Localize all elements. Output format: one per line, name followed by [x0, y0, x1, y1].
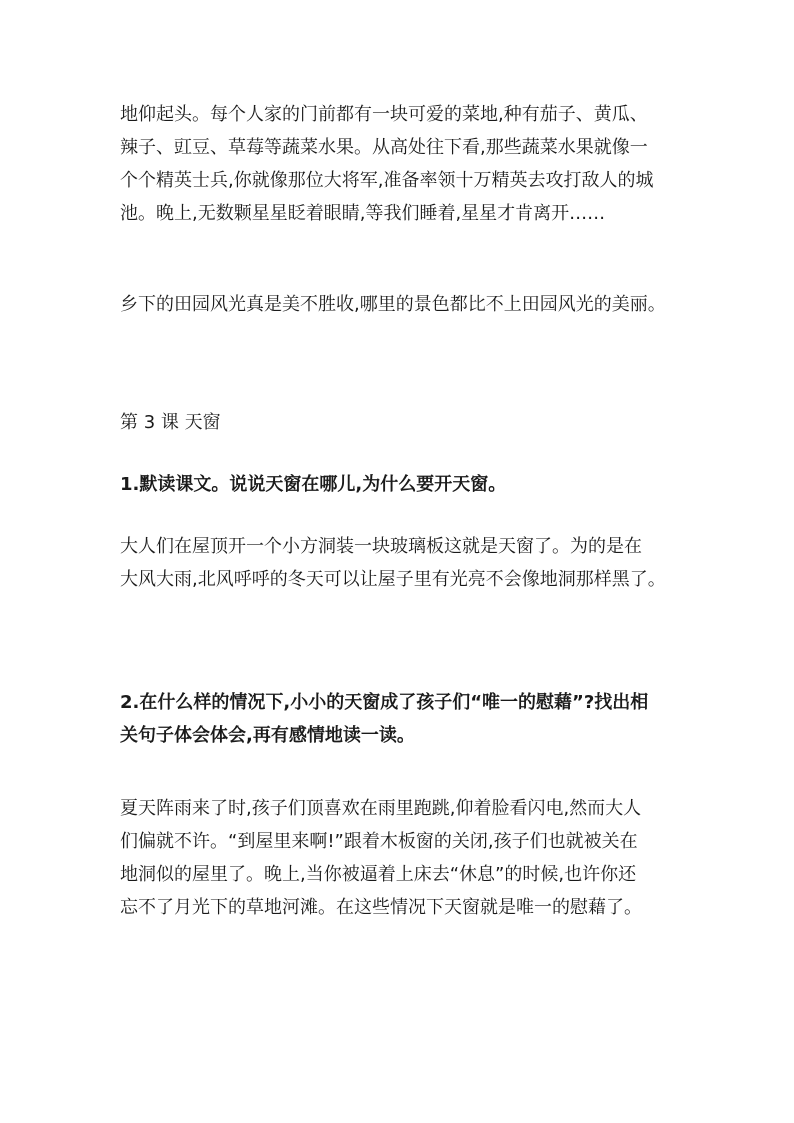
answer-line: 地洞似的屋里了。晚上,当你被逼着上床去“休息”的时候,也许你还	[120, 864, 637, 885]
question-1	[120, 468, 680, 501]
answer-line: 们偏就不许。“到屋里来啊!”跟着木板窗的关闭,孩子们也就被关在	[120, 831, 638, 852]
text-line: 辣子、豇豆、草莓等蔬菜水果。从高处往下看,那些蔬菜水果就像一	[120, 137, 648, 158]
question-2	[120, 686, 680, 752]
answer-1	[120, 530, 680, 596]
lesson-title-text: 第 3 课 天窗	[120, 412, 221, 433]
question-line: 关句子体会体会,再有感情地读一读。	[120, 725, 415, 746]
answer-line: 夏天阵雨来了时,孩子们顶喜欢在雨里跑跳,仰着脸看闪电,然而大人	[120, 798, 642, 819]
question-line: 2.在什么样的情况下,小小的天窗成了孩子们“唯一的慰藉”?找出相	[120, 692, 649, 713]
text-line: 池。晚上,无数颗星星眨着眼睛,等我们睡着,星星才肯离开……	[120, 203, 606, 224]
conclusion-paragraph	[120, 288, 680, 321]
answer-line: 忘不了月光下的草地河滩。在这些情况下天窗就是唯一的慰藉了。	[120, 897, 642, 918]
text-line: 个个精英士兵,你就像那位大将军,准备率领十万精英去攻打敌人的城	[120, 170, 654, 191]
text-line: 地仰起头。每个人家的门前都有一块可爱的菜地,种有茄子、黄瓜、	[120, 104, 648, 125]
answer-line: 大风大雨,北风呼呼的冬天可以让屋子里有光亮不会像地洞那样黑了。	[120, 569, 666, 590]
question-line: 1.默读课文。说说天窗在哪儿,为什么要开天窗。	[120, 474, 507, 495]
lesson-title	[120, 406, 680, 439]
answer-2	[120, 792, 680, 924]
story-paragraph	[120, 98, 680, 230]
text-line: 乡下的田园风光真是美不胜收,哪里的景色都比不上田园风光的美丽。	[120, 294, 666, 315]
answer-line: 大人们在屋顶开一个小方洞装一块玻璃板这就是天窗了。为的是在	[120, 536, 642, 557]
